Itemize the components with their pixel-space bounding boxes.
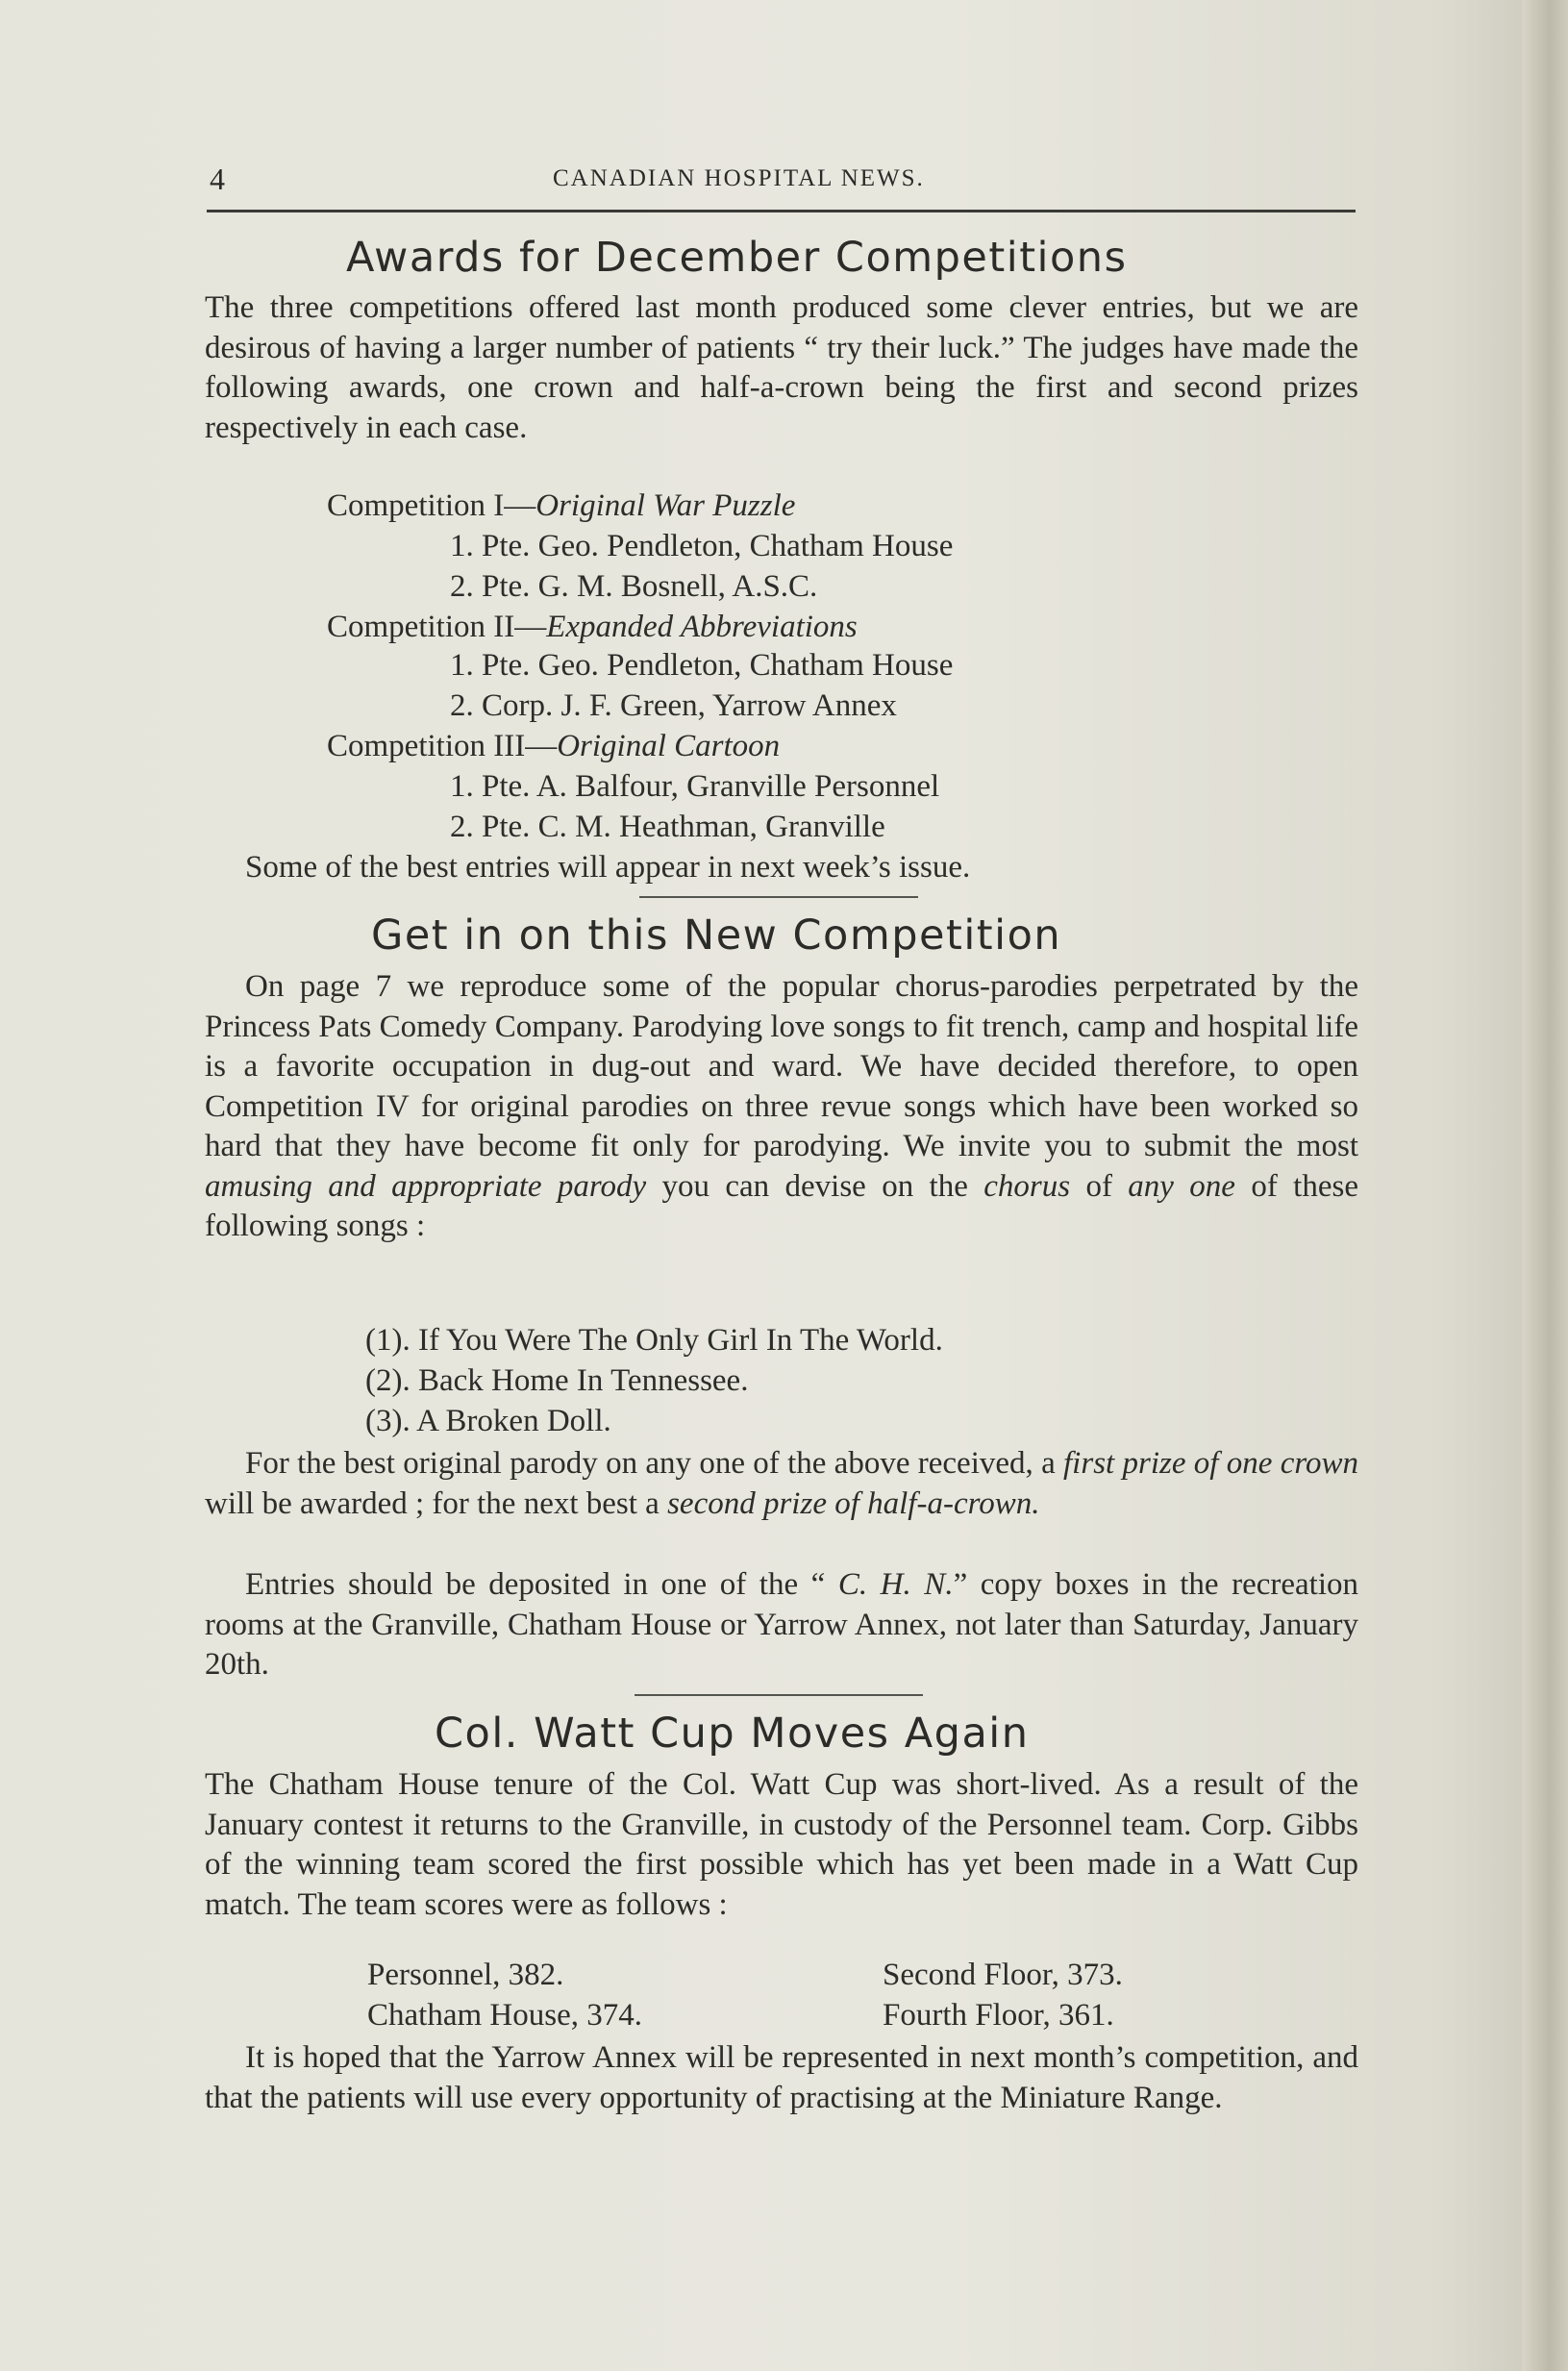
page-number: 4 bbox=[210, 162, 225, 196]
text-run: of bbox=[1070, 1168, 1129, 1204]
awards-heading: Awards for December Competitions bbox=[346, 234, 1128, 282]
competition-3-title: Original Cartoon bbox=[557, 729, 781, 763]
emphasis-run: second prize of half-a-crown. bbox=[667, 1485, 1040, 1521]
competition-1-second: 2. Pte. G. M. Bosnell, A.S.C. bbox=[450, 569, 818, 604]
score-right: Second Floor, 373. bbox=[883, 1958, 1123, 1992]
competition-1-first: 1. Pte. Geo. Pendleton, Chatham House bbox=[450, 529, 954, 563]
watt-cup-paragraph-1: The Chatham House tenure of the Col. Watt Cup was short-lived. As a result of the January contest it returns to the Granville, in custody of the Personnel team. Corp. Gibbs of the winning team scored the first possible which has yet been made in a Watt Cup match. The team scores were as follows : bbox=[205, 1767, 1358, 1922]
competition-3 bbox=[327, 729, 780, 764]
new-competition-paragraph-3 bbox=[205, 1565, 1358, 1685]
watt-cup-paragraph-2: It is hoped that the Yarrow Annex will be represented in next month’s competition, and that the patients will use every opportunity of practising at the Miniature Range. bbox=[205, 2040, 1358, 2115]
competition-2-second: 2. Corp. J. F. Green, Yarrow Annex bbox=[450, 688, 897, 723]
emphasis-run: C. H. N. bbox=[837, 1567, 954, 1602]
new-competition-paragraph-1 bbox=[205, 967, 1358, 1247]
song-1: (1). If You Were The Only Girl In The World. bbox=[365, 1323, 943, 1358]
text-run: of these following songs : bbox=[205, 1168, 1358, 1243]
watt-cup-heading: Col. Watt Cup Moves Again bbox=[435, 1710, 1030, 1758]
text-run: Entries should be deposited in one of the “ bbox=[245, 1567, 838, 1602]
competition-2-title: Expanded Abbreviations bbox=[546, 610, 858, 644]
text-run: For the best original parody on any one of the above received, a bbox=[245, 1446, 1064, 1481]
page-edge bbox=[1522, 0, 1568, 2371]
competition-1-label: Competition I— bbox=[327, 488, 536, 523]
emphasis-run: first prize of one crown bbox=[1063, 1446, 1358, 1481]
competition-1 bbox=[327, 488, 795, 524]
running-header bbox=[207, 162, 1360, 200]
awards-intro: The three competitions offered last month produced some clever entries, but we are desirous of having a larger number of patients “ try their luck.” The judges have made the following awards, one crown and half-a-crown being the first and second prizes respectively in each case. bbox=[205, 290, 1358, 445]
text-run: you can devise on the bbox=[646, 1168, 984, 1204]
song-3: (3). A Broken Doll. bbox=[365, 1404, 611, 1438]
text-run: On page 7 we reproduce some of the popular chorus-parodies perpetrated by the Princess Pats Comedy Company. Parodying love songs to fit trench, camp and hospital life is a favorite occupation in dug-out and ward. We have decided therefore, to open Competition IV for original parodies on three revue songs which have been worked so hard that they have become fit only for parodying. We invite you to submit the most bbox=[205, 969, 1358, 1163]
competition-2-first: 1. Pte. Geo. Pendleton, Chatham House bbox=[450, 648, 954, 683]
competition-2 bbox=[327, 610, 858, 645]
header-rule bbox=[207, 210, 1356, 212]
competition-1-title: Original War Puzzle bbox=[535, 488, 796, 523]
new-competition-heading: Get in on this New Competition bbox=[371, 911, 1062, 960]
score-left: Personnel, 382. bbox=[367, 1958, 564, 1992]
competition-2-label: Competition II— bbox=[327, 610, 547, 644]
competition-3-label: Competition III— bbox=[327, 729, 558, 763]
text-run: ” copy boxes in the recreation rooms at the Granville, Chatham House or Yarrow Annex, not later than Saturday, January 20th. bbox=[205, 1567, 1359, 1682]
section-divider bbox=[635, 1694, 923, 1696]
score-left: Chatham House, 374. bbox=[367, 1998, 642, 2033]
emphasis-run: any one bbox=[1128, 1168, 1235, 1204]
song-2: (2). Back Home In Tennessee. bbox=[365, 1363, 749, 1398]
competition-3-first: 1. Pte. A. Balfour, Granville Personnel bbox=[450, 769, 940, 804]
new-competition-paragraph-2 bbox=[205, 1444, 1358, 1524]
awards-closing: Some of the best entries will appear in next week’s issue. bbox=[245, 850, 971, 885]
competition-3-second: 2. Pte. C. M. Heathman, Granville bbox=[450, 810, 885, 844]
emphasis-run: chorus bbox=[983, 1168, 1071, 1204]
publication-title: CANADIAN HOSPITAL NEWS. bbox=[553, 165, 925, 191]
emphasis-run: amusing and appropriate parody bbox=[205, 1168, 647, 1204]
text-run: will be awarded ; for the next best a bbox=[205, 1485, 668, 1521]
section-divider bbox=[639, 896, 918, 898]
score-right: Fourth Floor, 361. bbox=[883, 1998, 1114, 2033]
